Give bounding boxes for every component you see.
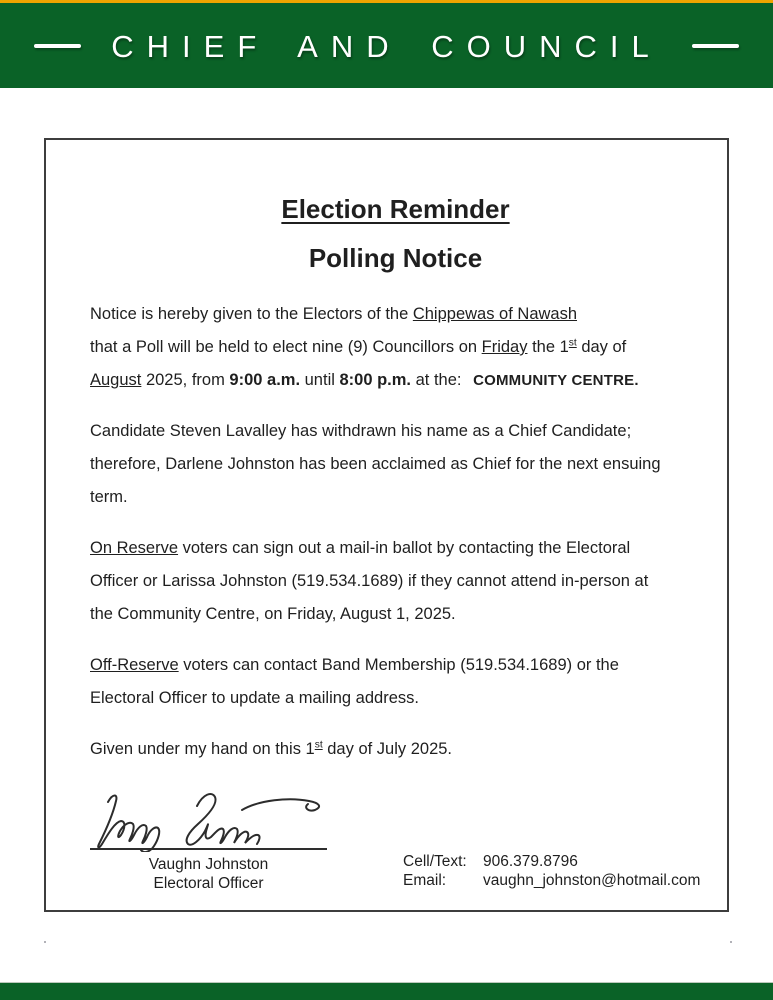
paragraph: Candidate Steven Lavalley has withdrawn his name as a Chief Candidate; therefore, Darlene Johnston has been acclaimed as Chief for the next ensuing term.	[90, 422, 661, 506]
paragraph: Given under my hand on this 1st day of July 2025.	[90, 739, 453, 758]
contact-label: Email:	[403, 872, 447, 889]
banner-title: CHIEF AND COUNCIL	[111, 28, 662, 64]
footer-bar	[0, 982, 773, 1000]
banner-dash-left-icon	[34, 44, 81, 48]
paragraph: Off-Reserve voters can contact Band Membership (519.534.1689) or the Electoral Officer to update a mailing address.	[90, 656, 619, 707]
signature-line	[90, 848, 327, 850]
contact-value: vaughn_johnston@hotmail.com	[483, 872, 701, 889]
paragraph: On Reserve voters can sign out a mail-in ballot by contacting the Electoral Officer or Larissa Johnston (519.534.1689) if they cannot attend in-person at the Community Centre, on Friday, August 1, 2025.	[90, 539, 649, 623]
notice-body	[90, 298, 701, 766]
paragraph: Notice is hereby given to the Electors of the Chippewas of Nawash that a Poll will be held to elect nine (9) Councillors on Friday the 1st day of August 2025, from 9:00 a.m. until 8:00 p.m. at the: COMMUNITY CENTRE.	[90, 305, 639, 389]
banner-dash-right-icon	[692, 44, 739, 48]
scan-artifact-dot-left	[44, 941, 46, 943]
scan-artifact-dot-right	[730, 941, 732, 943]
contact-value: 906.379.8796	[483, 853, 578, 870]
signature-row	[90, 788, 701, 893]
notice-title: Election Reminder	[281, 194, 510, 224]
notice-document	[44, 138, 729, 912]
signatory-name: Vaughn Johnston	[148, 856, 269, 873]
notice-subtitle: Polling Notice	[308, 243, 483, 273]
header-banner	[0, 0, 773, 88]
signatory-role: Electoral Officer	[153, 875, 264, 892]
signature-block	[90, 788, 327, 893]
contact-label: Cell/Text:	[403, 853, 467, 870]
signature-image	[94, 788, 327, 852]
contact-block	[403, 852, 700, 890]
